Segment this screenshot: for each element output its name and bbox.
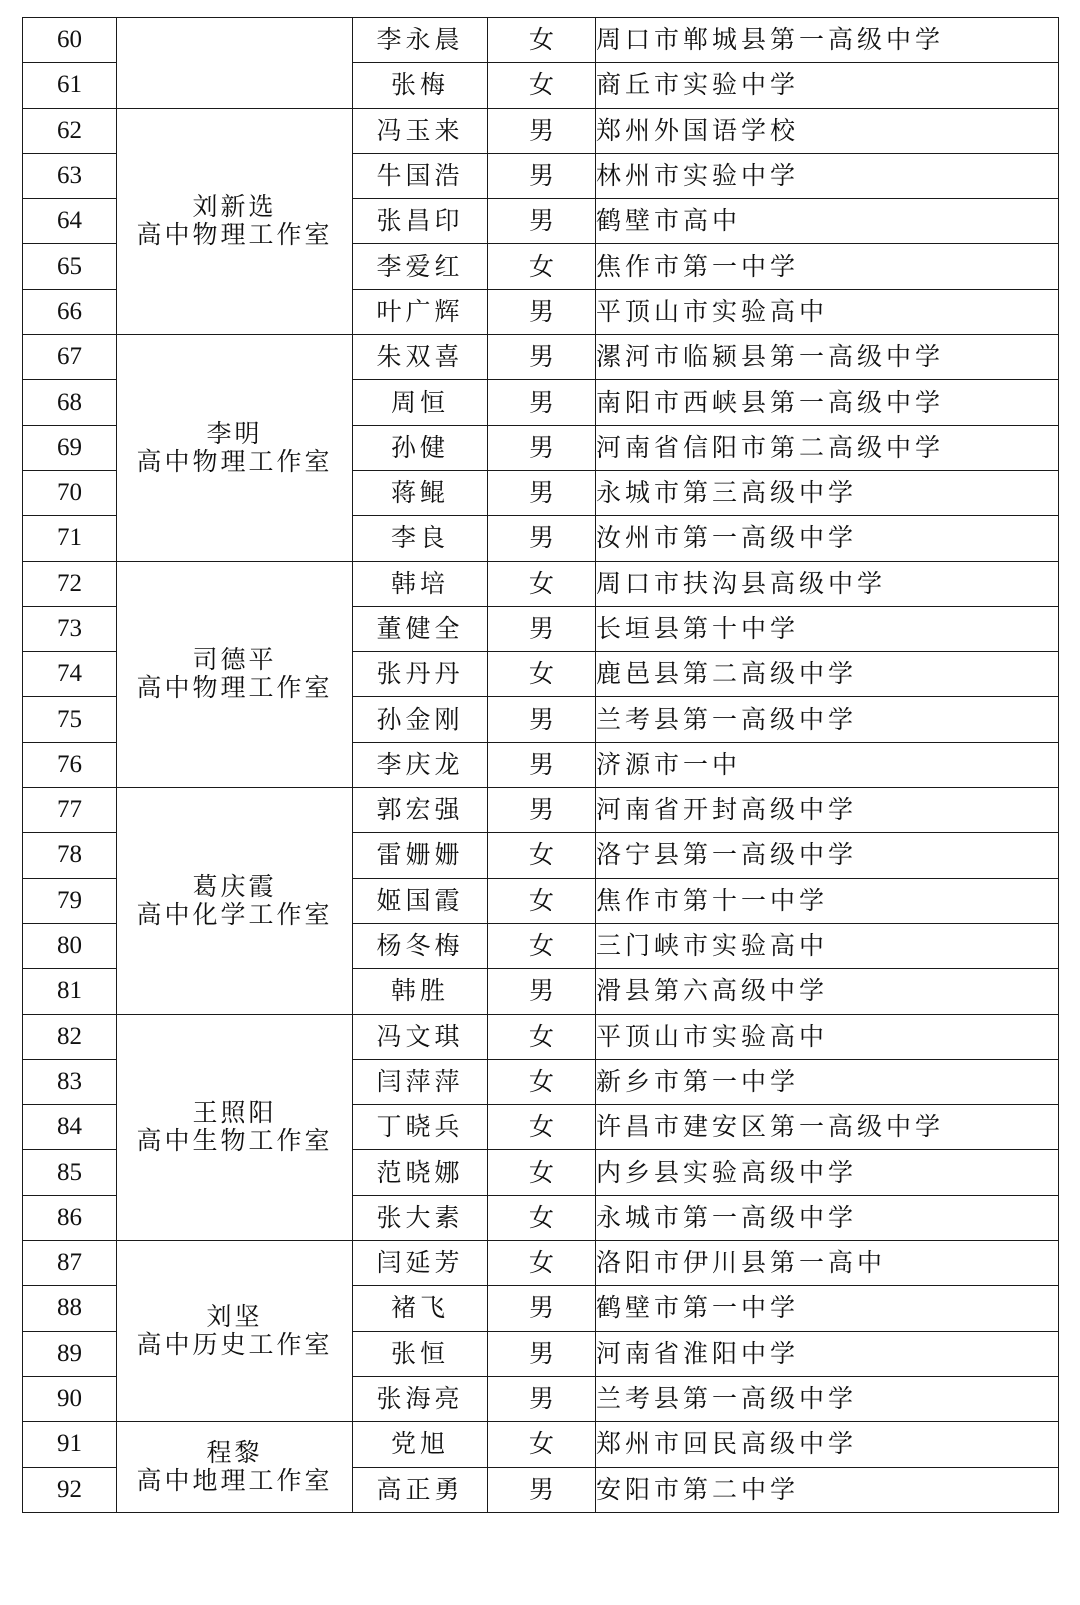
member-school: 鹿邑县第二高级中学 — [596, 652, 1059, 697]
studio-cell — [117, 18, 353, 109]
row-number: 74 — [23, 652, 117, 697]
studio-office: 高中物理工作室 — [136, 220, 333, 250]
member-school: 平顶山市实验高中 — [596, 1014, 1059, 1059]
member-school: 鹤壁市第一中学 — [596, 1286, 1059, 1331]
row-number: 65 — [23, 244, 117, 289]
member-name: 党旭 — [353, 1422, 488, 1467]
member-gender: 男 — [488, 425, 596, 470]
member-gender: 男 — [488, 788, 596, 833]
member-school: 三门峡市实验高中 — [596, 923, 1059, 968]
member-name: 闫延芳 — [353, 1241, 488, 1286]
studio-leader: 刘新选 — [192, 192, 277, 222]
member-name: 张恒 — [353, 1331, 488, 1376]
row-number: 85 — [23, 1150, 117, 1195]
member-name: 朱双喜 — [353, 335, 488, 380]
member-name: 李庆龙 — [353, 742, 488, 787]
table-row — [23, 1014, 1059, 1059]
member-school: 洛阳市伊川县第一高中 — [596, 1241, 1059, 1286]
member-name: 孙健 — [353, 425, 488, 470]
studio-leader: 司德平 — [192, 645, 277, 675]
member-school: 商丘市实验中学 — [596, 63, 1059, 108]
studio-office: 高中化学工作室 — [136, 899, 333, 929]
member-name: 冯玉来 — [353, 108, 488, 153]
member-school: 焦作市第十一中学 — [596, 878, 1059, 923]
row-number: 67 — [23, 335, 117, 380]
member-school: 内乡县实验高级中学 — [596, 1150, 1059, 1195]
member-name: 董健全 — [353, 606, 488, 651]
row-number: 83 — [23, 1059, 117, 1104]
row-number: 69 — [23, 425, 117, 470]
studio-cell — [117, 561, 353, 787]
member-gender: 女 — [488, 878, 596, 923]
member-gender: 女 — [488, 244, 596, 289]
studio-office: 高中物理工作室 — [136, 673, 333, 703]
member-school: 河南省开封高级中学 — [596, 788, 1059, 833]
member-name: 韩胜 — [353, 969, 488, 1014]
member-name: 牛国浩 — [353, 153, 488, 198]
row-number: 60 — [23, 18, 117, 63]
member-name: 张梅 — [353, 63, 488, 108]
member-school: 鹤壁市高中 — [596, 199, 1059, 244]
table-row — [23, 108, 1059, 153]
member-gender: 女 — [488, 1150, 596, 1195]
table-row — [23, 561, 1059, 606]
row-number: 91 — [23, 1422, 117, 1467]
row-number: 68 — [23, 380, 117, 425]
member-gender: 男 — [488, 969, 596, 1014]
member-school: 河南省信阳市第二高级中学 — [596, 425, 1059, 470]
member-school: 郑州外国语学校 — [596, 108, 1059, 153]
member-gender: 女 — [488, 833, 596, 878]
member-roster-table — [22, 17, 1059, 1513]
member-name: 杨冬梅 — [353, 923, 488, 968]
member-gender: 男 — [488, 289, 596, 334]
row-number: 64 — [23, 199, 117, 244]
member-school: 许昌市建安区第一高级中学 — [596, 1105, 1059, 1150]
member-gender: 女 — [488, 1014, 596, 1059]
studio-office: 高中历史工作室 — [136, 1330, 333, 1360]
member-school: 周口市郸城县第一高级中学 — [596, 18, 1059, 63]
studio-office: 高中地理工作室 — [136, 1466, 333, 1495]
member-gender: 女 — [488, 1195, 596, 1240]
table-row — [23, 1241, 1059, 1286]
row-number: 61 — [23, 63, 117, 108]
member-name: 张昌印 — [353, 199, 488, 244]
member-gender: 男 — [488, 1376, 596, 1421]
member-school: 安阳市第二中学 — [596, 1467, 1059, 1512]
member-name: 范晓娜 — [353, 1150, 488, 1195]
table-row — [23, 335, 1059, 380]
member-school: 永城市第一高级中学 — [596, 1195, 1059, 1240]
row-number: 75 — [23, 697, 117, 742]
member-name: 张大素 — [353, 1195, 488, 1240]
member-gender: 男 — [488, 697, 596, 742]
row-number: 92 — [23, 1467, 117, 1512]
member-name: 闫萍萍 — [353, 1059, 488, 1104]
member-name: 丁晓兵 — [353, 1105, 488, 1150]
member-name: 李永晨 — [353, 18, 488, 63]
member-school: 周口市扶沟县高级中学 — [596, 561, 1059, 606]
row-number: 73 — [23, 606, 117, 651]
row-number: 90 — [23, 1376, 117, 1421]
member-gender: 男 — [488, 742, 596, 787]
studio-cell — [117, 1014, 353, 1240]
studio-leader: 葛庆霞 — [192, 871, 277, 901]
member-gender: 女 — [488, 1241, 596, 1286]
studio-cell — [117, 788, 353, 1014]
table-row — [23, 788, 1059, 833]
row-number: 82 — [23, 1014, 117, 1059]
member-name: 冯文琪 — [353, 1014, 488, 1059]
member-school: 汝州市第一高级中学 — [596, 516, 1059, 561]
member-school: 长垣县第十中学 — [596, 606, 1059, 651]
row-number: 72 — [23, 561, 117, 606]
member-name: 蒋鲲 — [353, 470, 488, 515]
member-name: 叶广辉 — [353, 289, 488, 334]
member-school: 河南省淮阳中学 — [596, 1331, 1059, 1376]
row-number: 77 — [23, 788, 117, 833]
member-gender: 女 — [488, 1422, 596, 1467]
member-school: 洛宁县第一高级中学 — [596, 833, 1059, 878]
member-gender: 男 — [488, 1331, 596, 1376]
row-number: 87 — [23, 1241, 117, 1286]
row-number: 78 — [23, 833, 117, 878]
member-school: 兰考县第一高级中学 — [596, 1376, 1059, 1421]
row-number: 81 — [23, 969, 117, 1014]
row-number: 66 — [23, 289, 117, 334]
member-name: 雷姗姗 — [353, 833, 488, 878]
member-gender: 女 — [488, 1059, 596, 1104]
studio-cell — [117, 1241, 353, 1422]
studio-office: 高中生物工作室 — [136, 1126, 333, 1156]
row-number: 76 — [23, 742, 117, 787]
member-gender: 男 — [488, 1286, 596, 1331]
member-name: 孙金刚 — [353, 697, 488, 742]
studio-cell — [117, 1422, 353, 1513]
member-gender: 男 — [488, 516, 596, 561]
studio-cell — [117, 108, 353, 334]
member-name: 张海亮 — [353, 1376, 488, 1421]
member-school: 郑州市回民高级中学 — [596, 1422, 1059, 1467]
row-number: 88 — [23, 1286, 117, 1331]
member-gender: 男 — [488, 606, 596, 651]
row-number: 71 — [23, 516, 117, 561]
member-school: 滑县第六高级中学 — [596, 969, 1059, 1014]
member-name: 郭宏强 — [353, 788, 488, 833]
member-gender: 女 — [488, 652, 596, 697]
member-school: 新乡市第一中学 — [596, 1059, 1059, 1104]
member-name: 姬国霞 — [353, 878, 488, 923]
member-school: 南阳市西峡县第一高级中学 — [596, 380, 1059, 425]
row-number: 63 — [23, 153, 117, 198]
member-school: 平顶山市实验高中 — [596, 289, 1059, 334]
member-school: 林州市实验中学 — [596, 153, 1059, 198]
member-gender: 女 — [488, 561, 596, 606]
row-number: 89 — [23, 1331, 117, 1376]
studio-leader: 程黎 — [206, 1438, 263, 1467]
member-gender: 男 — [488, 1467, 596, 1512]
member-name: 张丹丹 — [353, 652, 488, 697]
studio-office: 高中物理工作室 — [136, 446, 333, 476]
studio-leader: 刘坚 — [206, 1302, 263, 1332]
member-school: 济源市一中 — [596, 742, 1059, 787]
row-number: 79 — [23, 878, 117, 923]
row-number: 62 — [23, 108, 117, 153]
member-gender: 男 — [488, 108, 596, 153]
member-gender: 男 — [488, 199, 596, 244]
studio-leader: 王照阳 — [192, 1098, 277, 1128]
row-number: 70 — [23, 470, 117, 515]
member-name: 李良 — [353, 516, 488, 561]
row-number: 80 — [23, 923, 117, 968]
member-school: 漯河市临颍县第一高级中学 — [596, 335, 1059, 380]
member-gender: 女 — [488, 63, 596, 108]
table-row — [23, 1422, 1059, 1467]
row-number: 86 — [23, 1195, 117, 1240]
member-school: 焦作市第一中学 — [596, 244, 1059, 289]
member-gender: 男 — [488, 470, 596, 515]
studio-cell — [117, 335, 353, 561]
member-name: 高正勇 — [353, 1467, 488, 1512]
studio-leader: 李明 — [206, 418, 263, 448]
member-gender: 女 — [488, 1105, 596, 1150]
member-gender: 男 — [488, 380, 596, 425]
member-school: 兰考县第一高级中学 — [596, 697, 1059, 742]
member-name: 李爱红 — [353, 244, 488, 289]
member-name: 周恒 — [353, 380, 488, 425]
table-row — [23, 18, 1059, 63]
member-gender: 女 — [488, 923, 596, 968]
member-gender: 男 — [488, 153, 596, 198]
row-number: 84 — [23, 1105, 117, 1150]
member-gender: 女 — [488, 18, 596, 63]
member-name: 褚飞 — [353, 1286, 488, 1331]
roster-body — [23, 18, 1059, 1513]
member-school: 永城市第三高级中学 — [596, 470, 1059, 515]
member-name: 韩培 — [353, 561, 488, 606]
member-gender: 男 — [488, 335, 596, 380]
